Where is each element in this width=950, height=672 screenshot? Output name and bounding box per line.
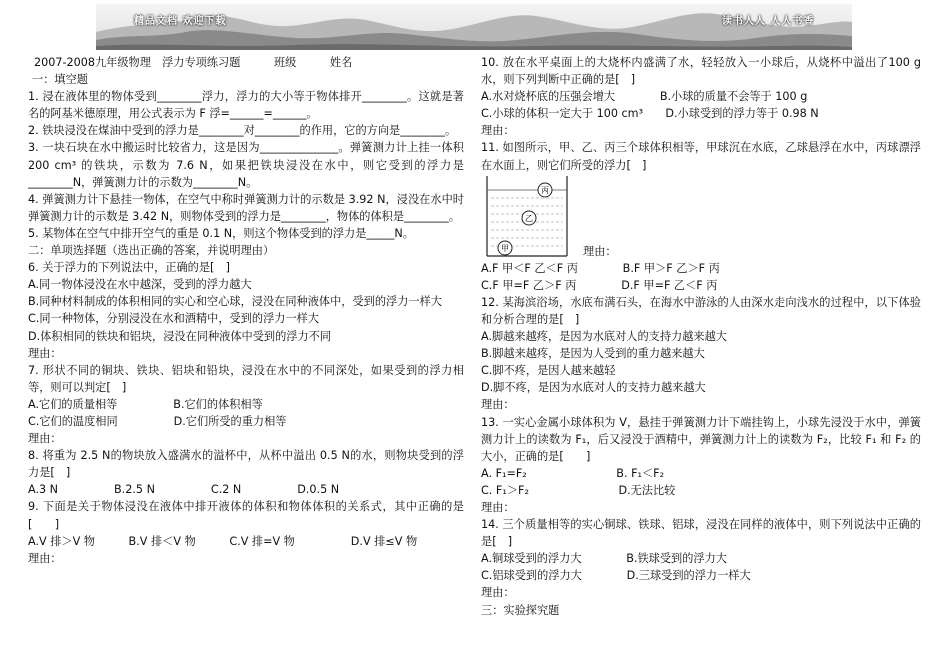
question-12-option-d: D.脚不疼，是因为水底对人的支持力越来越大: [481, 381, 706, 395]
question-7-options-ab: A.它们的质量相等 B.它们的体积相等: [28, 397, 263, 411]
worksheet-title: 2007-2008九年级物理 浮力专项练习题 班级 姓名: [34, 56, 353, 69]
ball-yi-label: 乙: [525, 213, 533, 223]
question-10-reason: 理由：: [481, 124, 515, 138]
question-11: 11. 如图所示，甲、乙、丙三个球体积相等，甲球沉在水底，乙球悬浮在水中，丙球漂浮在水面上，则它们所受的浮力[ ]: [481, 141, 921, 172]
question-14-options-cd: C.铝球受到的浮力大 D.三球受到的浮力一样大: [481, 569, 751, 583]
section-heading-fill-in: 一：填空题: [32, 73, 88, 87]
question-3: 3. 一块石块在水中搬运时比较省力，这是因为______________。弹簧测力计上挂一体积 200 cm³ 的铁块，示数为 7.6 N，如果把铁块浸没在水中，则它受到的浮力是________N，弹簧测力计的示数为________N。: [28, 141, 464, 189]
question-5: 5. 某物体在空气中排开空气的重是 0.1 N，则这个物体受到的浮力是_____N。: [28, 226, 414, 240]
question-11-diagram-row: [481, 174, 921, 260]
question-7-reason: 理由：: [28, 432, 62, 446]
question-11-options-cd: C.F 甲=F 乙＞F 丙 D.F 甲=F 乙＜F 丙: [481, 278, 718, 292]
question-6-option-b: B.同种材料制成的体积相同的实心和空心球，浸没在同种液体中，受到的浮力一样大: [28, 295, 442, 309]
question-4: 4. 弹簧测力计下悬挂一物体，在空气中称时弹簧测力计的示数是 3.92 N，浸没在水中时弹簧测力计的示数是 3.42 N，则物体受到的浮力是________，物体的体积是________。: [28, 192, 464, 223]
question-12-option-c: C.脚不疼，是因人越来越轻: [481, 364, 616, 378]
question-8-options: A.3 N B.2.5 N C.2 N D.0.5 N: [28, 483, 340, 497]
question-8: 8. 将重为 2.5 N的物块放入盛满水的溢杯中，从杯中溢出 0.5 N的水，则物块受到的浮力是[ ]: [28, 449, 464, 480]
question-2: 2. 铁块浸没在煤油中受到的浮力是________对________的作用，它的方向是________。: [28, 124, 457, 138]
question-12-option-b: B.脚越来越疼，是因为人受到的重力越来越大: [481, 347, 705, 361]
question-9: 9. 下面是关于物体浸没在液体中排开液体的体积和物体体积的关系式，其中正确的是[ ]: [28, 500, 464, 531]
question-7-options-cd: C.它们的温度相同 D.它们所受的重力相等: [28, 414, 287, 428]
banner-right-text: 读书人人 人人书香: [722, 16, 815, 27]
question-13: 13. 一实心金属小球体积为 V，悬挂于弹簧测力计下端挂钩上，小球先浸没于水中，弹簧测力计上的读数为 F₁，后又浸没于酒精中，弹簧测力计上的读数为 F₂，比较 F₁ 和 F₂ 的大小，正确的是[ ]: [481, 415, 921, 463]
header-banner: [96, 4, 852, 50]
question-13-options-ab: A. F₁=F₂ B. F₁＜F₂: [481, 466, 665, 480]
question-1: 1. 浸在液体里的物体受到________浮力，浮力的大小等于物体排开________。这就是著名的阿基米德原理，用公式表示为 F 浮=______=______。: [28, 90, 464, 121]
question-13-options-cd: C. F₁＞F₂ D.无法比较: [481, 483, 676, 497]
mountain-banner-art: [96, 4, 852, 50]
question-6-option-c: C.同一种物体，分别浸没在水和酒精中，受到的浮力一样大: [28, 312, 320, 326]
question-12-reason: 理由：: [481, 398, 515, 412]
question-12-option-a: A.脚越来越疼，是因为水底对人的支持力越来越大: [481, 330, 727, 344]
question-9-reason: 理由：: [28, 551, 62, 565]
beaker-diagram: [479, 174, 575, 260]
right-column: [481, 54, 921, 619]
question-6-option-a: A.同一物体浸没在水中越深，受到的浮力越大: [28, 278, 252, 292]
ball-bing-label: 丙: [541, 185, 549, 195]
question-6-reason: 理由：: [28, 346, 62, 360]
question-14-options-ab: A.铜球受到的浮力大 B.铁球受到的浮力大: [481, 552, 727, 566]
ball-jia-label: 甲: [501, 243, 509, 253]
question-10-options-ab: A.水对烧杯底的压强会增大 B.小球的质量不会等于 100 g: [481, 90, 808, 104]
question-14-reason: 理由：: [481, 586, 515, 600]
question-13-reason: 理由：: [481, 500, 515, 514]
question-7: 7. 形状不同的铜块、铁块、铝块和铅块，浸没在水中的不同深处，如果受到的浮力相等，则可以判定[ ]: [28, 363, 464, 394]
question-11-reason: 理由：: [583, 244, 617, 258]
question-12: 12. 某海滨浴场，水底布满石头，在海水中游泳的人由深水走向浅水的过程中，以下体验和分析合理的是[ ]: [481, 295, 921, 326]
question-11-options-ab: A.F 甲＜F 乙＜F 丙 B.F 甲＞F 乙＞F 丙: [481, 261, 720, 275]
question-6-option-d: D.体积相同的铁块和铝块，浸没在同种液体中受到的浮力不同: [28, 329, 332, 343]
question-14: 14. 三个质量相等的实心铜球、铁球、铝球，浸没在同样的液体中，则下列说法中正确的是[ ]: [481, 518, 921, 549]
section-heading-multiple-choice: 二：单项选择题（选出正确的答案，并说明理由）: [28, 244, 275, 258]
question-6: 6. 关于浮力的下列说法中，正确的是[ ]: [28, 261, 230, 275]
question-9-options: A.V 排＞V 物 B.V 排＜V 物 C.V 排=V 物 D.V 排≤V 物: [28, 534, 418, 548]
banner-left-text: 精品文档 欢迎下载: [134, 16, 227, 27]
section-heading-experiment: 三：实验探究题: [481, 603, 560, 617]
question-10-options-cd: C.小球的体积一定大于 100 cm³ D.小球受到的浮力等于 0.98 N: [481, 107, 819, 121]
left-column: [28, 54, 464, 567]
question-10: 10. 放在水平桌面上的大烧杯内盛满了水，轻轻放入一小球后，从烧杯中溢出了100 g水，则下列判断中正确的是[ ]: [481, 56, 921, 87]
